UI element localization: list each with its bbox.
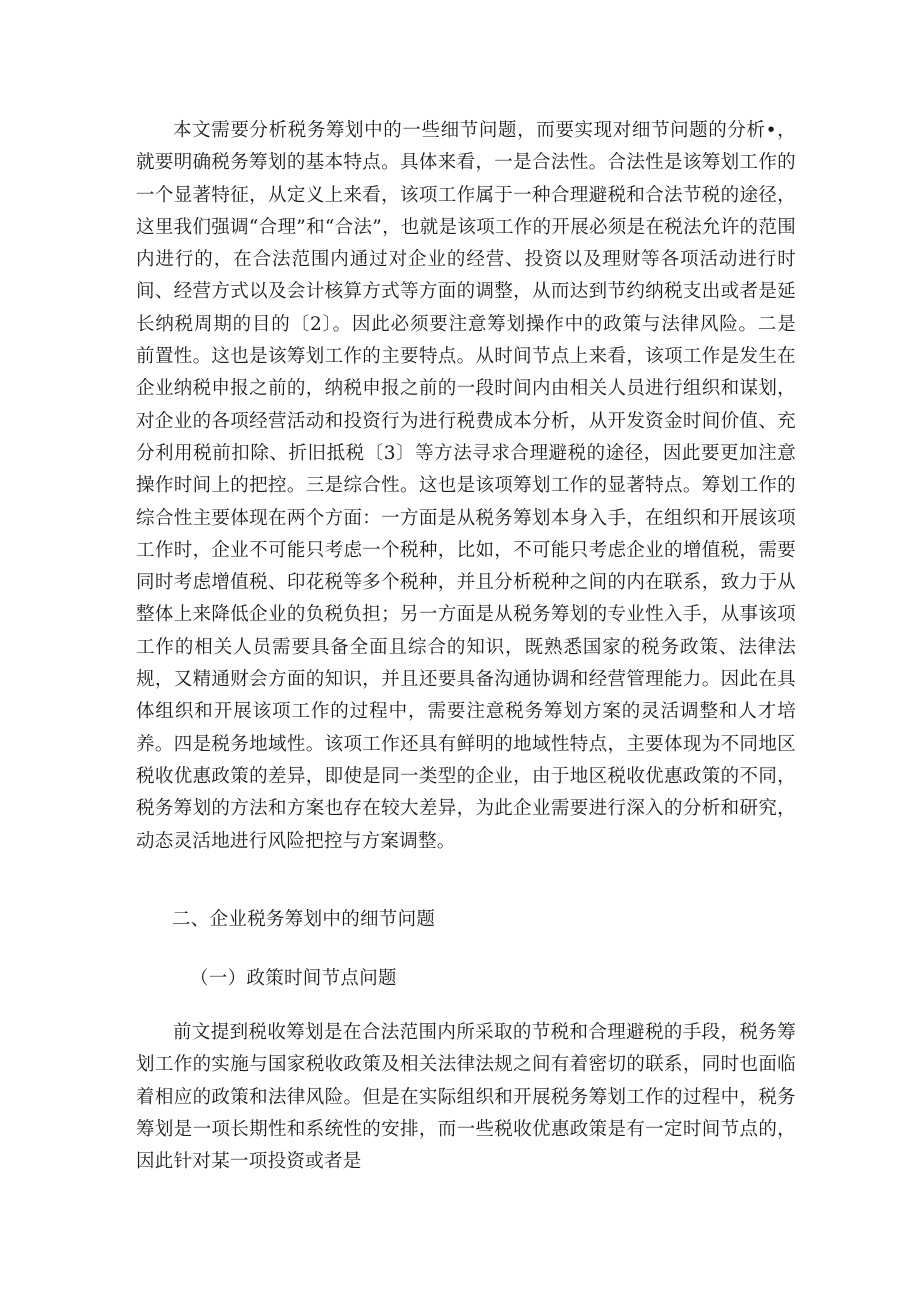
body-paragraph: 前文提到税收筹划是在合法范围内所采取的节税和合理避税的手段，税务筹划工作的实施与国家税收政策及相关法律法规之间有着密切的联系，同时也面临着相应的政策和法律风险。但是在实际组织和开展税务筹划工作的过程中，税务筹划是一项长期性和系统性的安排，而一些税收优惠政策是有一定时间节点的，因此针对某一项投资或者是 bbox=[136, 1022, 796, 1173]
section-heading: 二、企业税务筹划中的细节问题 bbox=[172, 909, 436, 930]
body-paragraph: 本文需要分析税务筹划中的一些细节问题，而要实现对细节问题的分析•，就要明确税务筹划的基本特点。具体来看，一是合法性。合法性是该筹划工作的一个显著特征，从定义上来看，该项工作属于一种合理避税和合法节税的途径，这里我们强调“合理”和“合法”，也就是该项工作的开展必须是在税法允许的范围内进行的，在合法范围内通过对企业的经营、投资以及理财等各项活动进行时间、经营方式以及会计核算方式等方面的调整，从而达到节约纳税支出或者是延长纳税周期的目的〔2〕。因此必须要注意筹划操作中的政策与法律风险。二是前置性。这也是该筹划工作的主要特点。从时间节点上来看，该项工作是发生在企业纳税申报之前的，纳税申报之前的一段时间内由相关人员进行组织和谋划，对企业的各项经营活动和投资行为进行税费成本分析，从开发资金时间价值、充分利用税前扣除、折旧抵税〔3〕等方法寻求合理避税的途径，因此要更加注意操作时间上的把控。三是综合性。这也是该项筹划工作的显著特点。筹划工作的综合性主要体现在两个方面：一方面是从税务筹划本身入手，在组织和开展该项工作时，企业不可能只考虑一个税种，比如，不可能只考虑企业的增值税，需要同时考虑增值税、印花税等多个税种，并且分析税种之间的内在联系，致力于从整体上来降低企业的负税负担；另一方面是从税务筹划的专业性入手，从事该项工作的相关人员需要具备全面且综合的知识，既熟悉国家的税务政策、法律法规，又精通财会方面的知识，并且还要具备沟通协调和经营管理能力。因此在具体组织和开展该项工作的过程中，需要注意税务筹划方案的灵活调整和人才培养。四是税务地域性。该项工作还具有鲜明的地域性特点，主要体现为不同地区税收优惠政策的差异，即使是同一类型的企业，由于地区税收优惠政策的不同，税务筹划的方法和方案也存在较大差异，为此企业需要进行深入的分析和研究，动态灵活地进行风险把控与方案调整。 bbox=[136, 120, 796, 852]
subsection-heading: （一）政策时间节点问题 bbox=[190, 968, 397, 989]
